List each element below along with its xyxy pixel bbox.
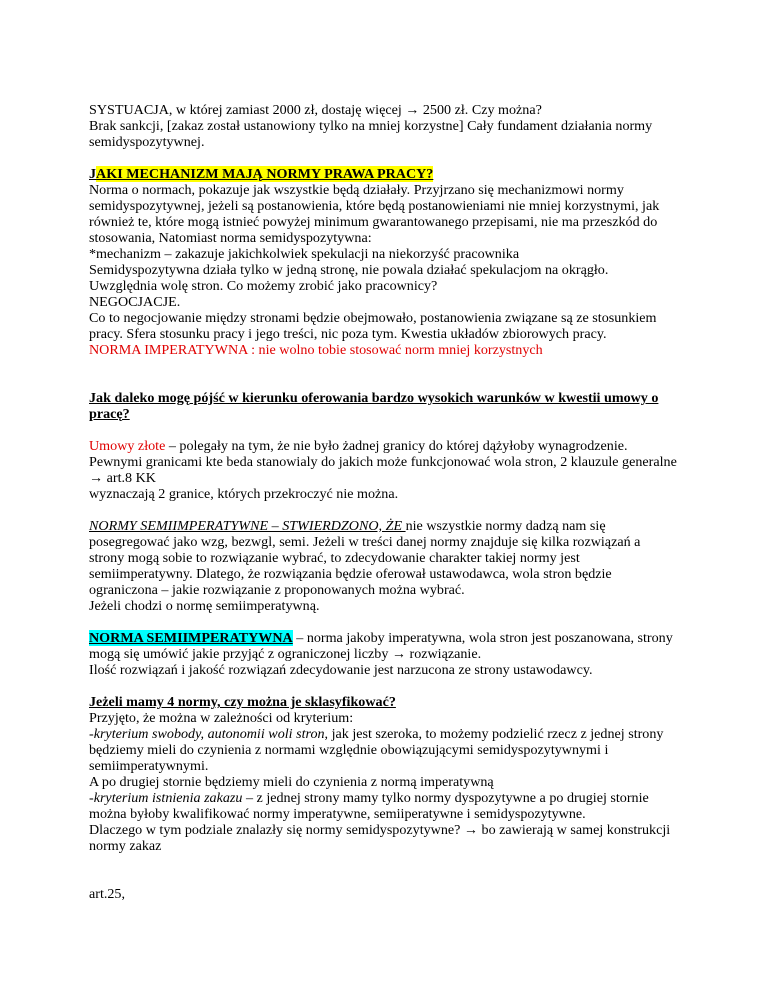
- paragraph-negotiation-scope: Co to negocjowanie między stronami będzie obejmowało, postanowienia związane są ze stosunkiem pracy. Sfera stosunku pracy i jego treści, nic poza tym. Kwestia układów zbiorowych pracy.: [89, 310, 657, 342]
- heading-classify: Jeżeli mamy 4 normy, czy można je sklasyfikować?: [89, 694, 396, 710]
- heading-how-far: Jak daleko mogę pójść w kierunku oferowania bardzo wysokich warunków w kwestii umowy o pracę?: [89, 390, 659, 422]
- paragraph-norm-of-norms: Norma o normach, pokazuje jak wszystkie będą działały. Przyjrzano się mechanizmowi normy semidyspozytywnej, jeżeli są postanowienia, które będą postanowieniami nie mniej korzystnymi, jak również te, które mogą istnieć powyżej minimum gwarantowanego przepisami, nie ma przeszkód do stosowania, Natomiast norma semidyspozytywna:: [89, 182, 660, 246]
- paragraph-situation: SYSTUACJA, w której zamiast 2000 zł, dostaję więcej → 2500 zł. Czy można?: [89, 102, 542, 118]
- paragraph-semiimperative-definition: NORMA SEMIIMPERATYWNA – norma jakoby imperatywna, wola stron jest poszanowana, strony mogą się umówić jakie przyjąć z ograniczonej liczby → rozwiązanie.: [89, 630, 673, 662]
- paragraph-mechanism: *mechanizm – zakazuje jakichkolwiek spekulacji na niekorzyść pracownika: [89, 246, 520, 262]
- paragraph-criterion: Przyjęto, że można w zależności od kryterium:: [89, 710, 354, 726]
- paragraph-negotiations: NEGOCJACJE.: [89, 294, 181, 310]
- paragraph-semiimperative: NORMY SEMIIMPERATYWNE – STWIERDZONO, ŻE nie wszystkie normy dadzą nam się posegregować jako wzg, bezwgl, semi. Jeżeli w treści danej normy znajduje się kilka rozwiązań a strony mogą sobie to rozwiązanie wybrać, to zdecydowanie charakter takiej normy jest semiimperatywny. Dlatego, że rozwiązania będzie oferował ustawodawca, wola stron będzie ograniczona – jakie rozwiązanie z proponowanych można wybrać.: [89, 518, 641, 598]
- document-body: [89, 102, 679, 902]
- term-criterion-autonomy: -kryterium swobody, autonomii woli stron: [89, 726, 325, 742]
- paragraph-criterion-autonomy: -kryterium swobody, autonomii woli stron, jak jest szeroka, to możemy podzielić rzecz z jednej strony będziemy mieli do czynienia z normami względnie obowiązującymi semidyspozytywnymi i semiimperatywnymi.: [89, 726, 664, 774]
- paragraph-criterion-prohibition: -kryterium istnienia zakazu – z jednej strony mamy tylko normy dyspozytywne a po drugiej stornie można byłoby kwalifikować normy imperatywne, semiiperatywne i semidyspozytywne.: [89, 790, 649, 822]
- paragraph-limits: Pewnymi granicami kte beda stanowialy do jakich może funkcjonować wola stron, 2 klauzule generalne → art.8 KK: [89, 454, 677, 486]
- term-golden-contracts: Umowy złote: [89, 438, 166, 454]
- paragraph-two-limits: wyznaczają 2 granice, których przekroczyć nie można.: [89, 486, 399, 502]
- paragraph-golden-contracts: Umowy złote – polegały na tym, że nie było żadnej granicy do której dążyłoby wynagrodzenie.: [89, 438, 628, 454]
- heading-mechanism: JAKI MECHANIZM MAJĄ NORMY PRAWA PRACY?: [89, 166, 434, 182]
- paragraph-other-side: A po drugiej stornie będziemy mieli do czynienia z normą imperatywną: [89, 774, 494, 790]
- heading-mechanism-highlight: AKI MECHANIZM MAJĄ NORMY PRAWA PRACY?: [96, 166, 434, 182]
- paragraph-imperative-norm: NORMA IMPERATYWNA : nie wolno tobie stosować norm mniej korzystnych: [89, 342, 543, 358]
- paragraph-semiimperative-norm: Jeżeli chodzi o normę semiimperatywną.: [89, 598, 320, 614]
- term-criterion-prohibition: -kryterium istnienia zakazu: [89, 790, 243, 806]
- term-norma-semiimperatywna: NORMA SEMIIMPERATYWNA: [89, 630, 293, 646]
- paragraph-art25: art.25,: [89, 886, 126, 902]
- paragraph-solutions-quality: Ilość rozwiązań i jakość rozwiązań zdecydowanie jest narzucona ze strony ustawodawcy.: [89, 662, 593, 678]
- paragraph-why: Dlaczego w tym podziale znalazły się normy semidyspozytywne? → bo zawierają w samej konstrukcji normy zakaz: [89, 822, 671, 854]
- paragraph-one-direction: Semidyspozytywna działa tylko w jedną stronę, nie powala działać spekulacjom na okrągło. Uwzględnia wolę stron. Co możemy zrobić jako pracownicy?: [89, 262, 609, 294]
- paragraph-no-sanctions: Brak sankcji, [zakaz został ustanowiony tylko na mniej korzystne] Cały fundament działania normy semidyspozytywnej.: [89, 118, 653, 150]
- term-semiimperative: NORMY SEMIIMPERATYWNE – STWIERDZONO, ŻE: [89, 518, 406, 534]
